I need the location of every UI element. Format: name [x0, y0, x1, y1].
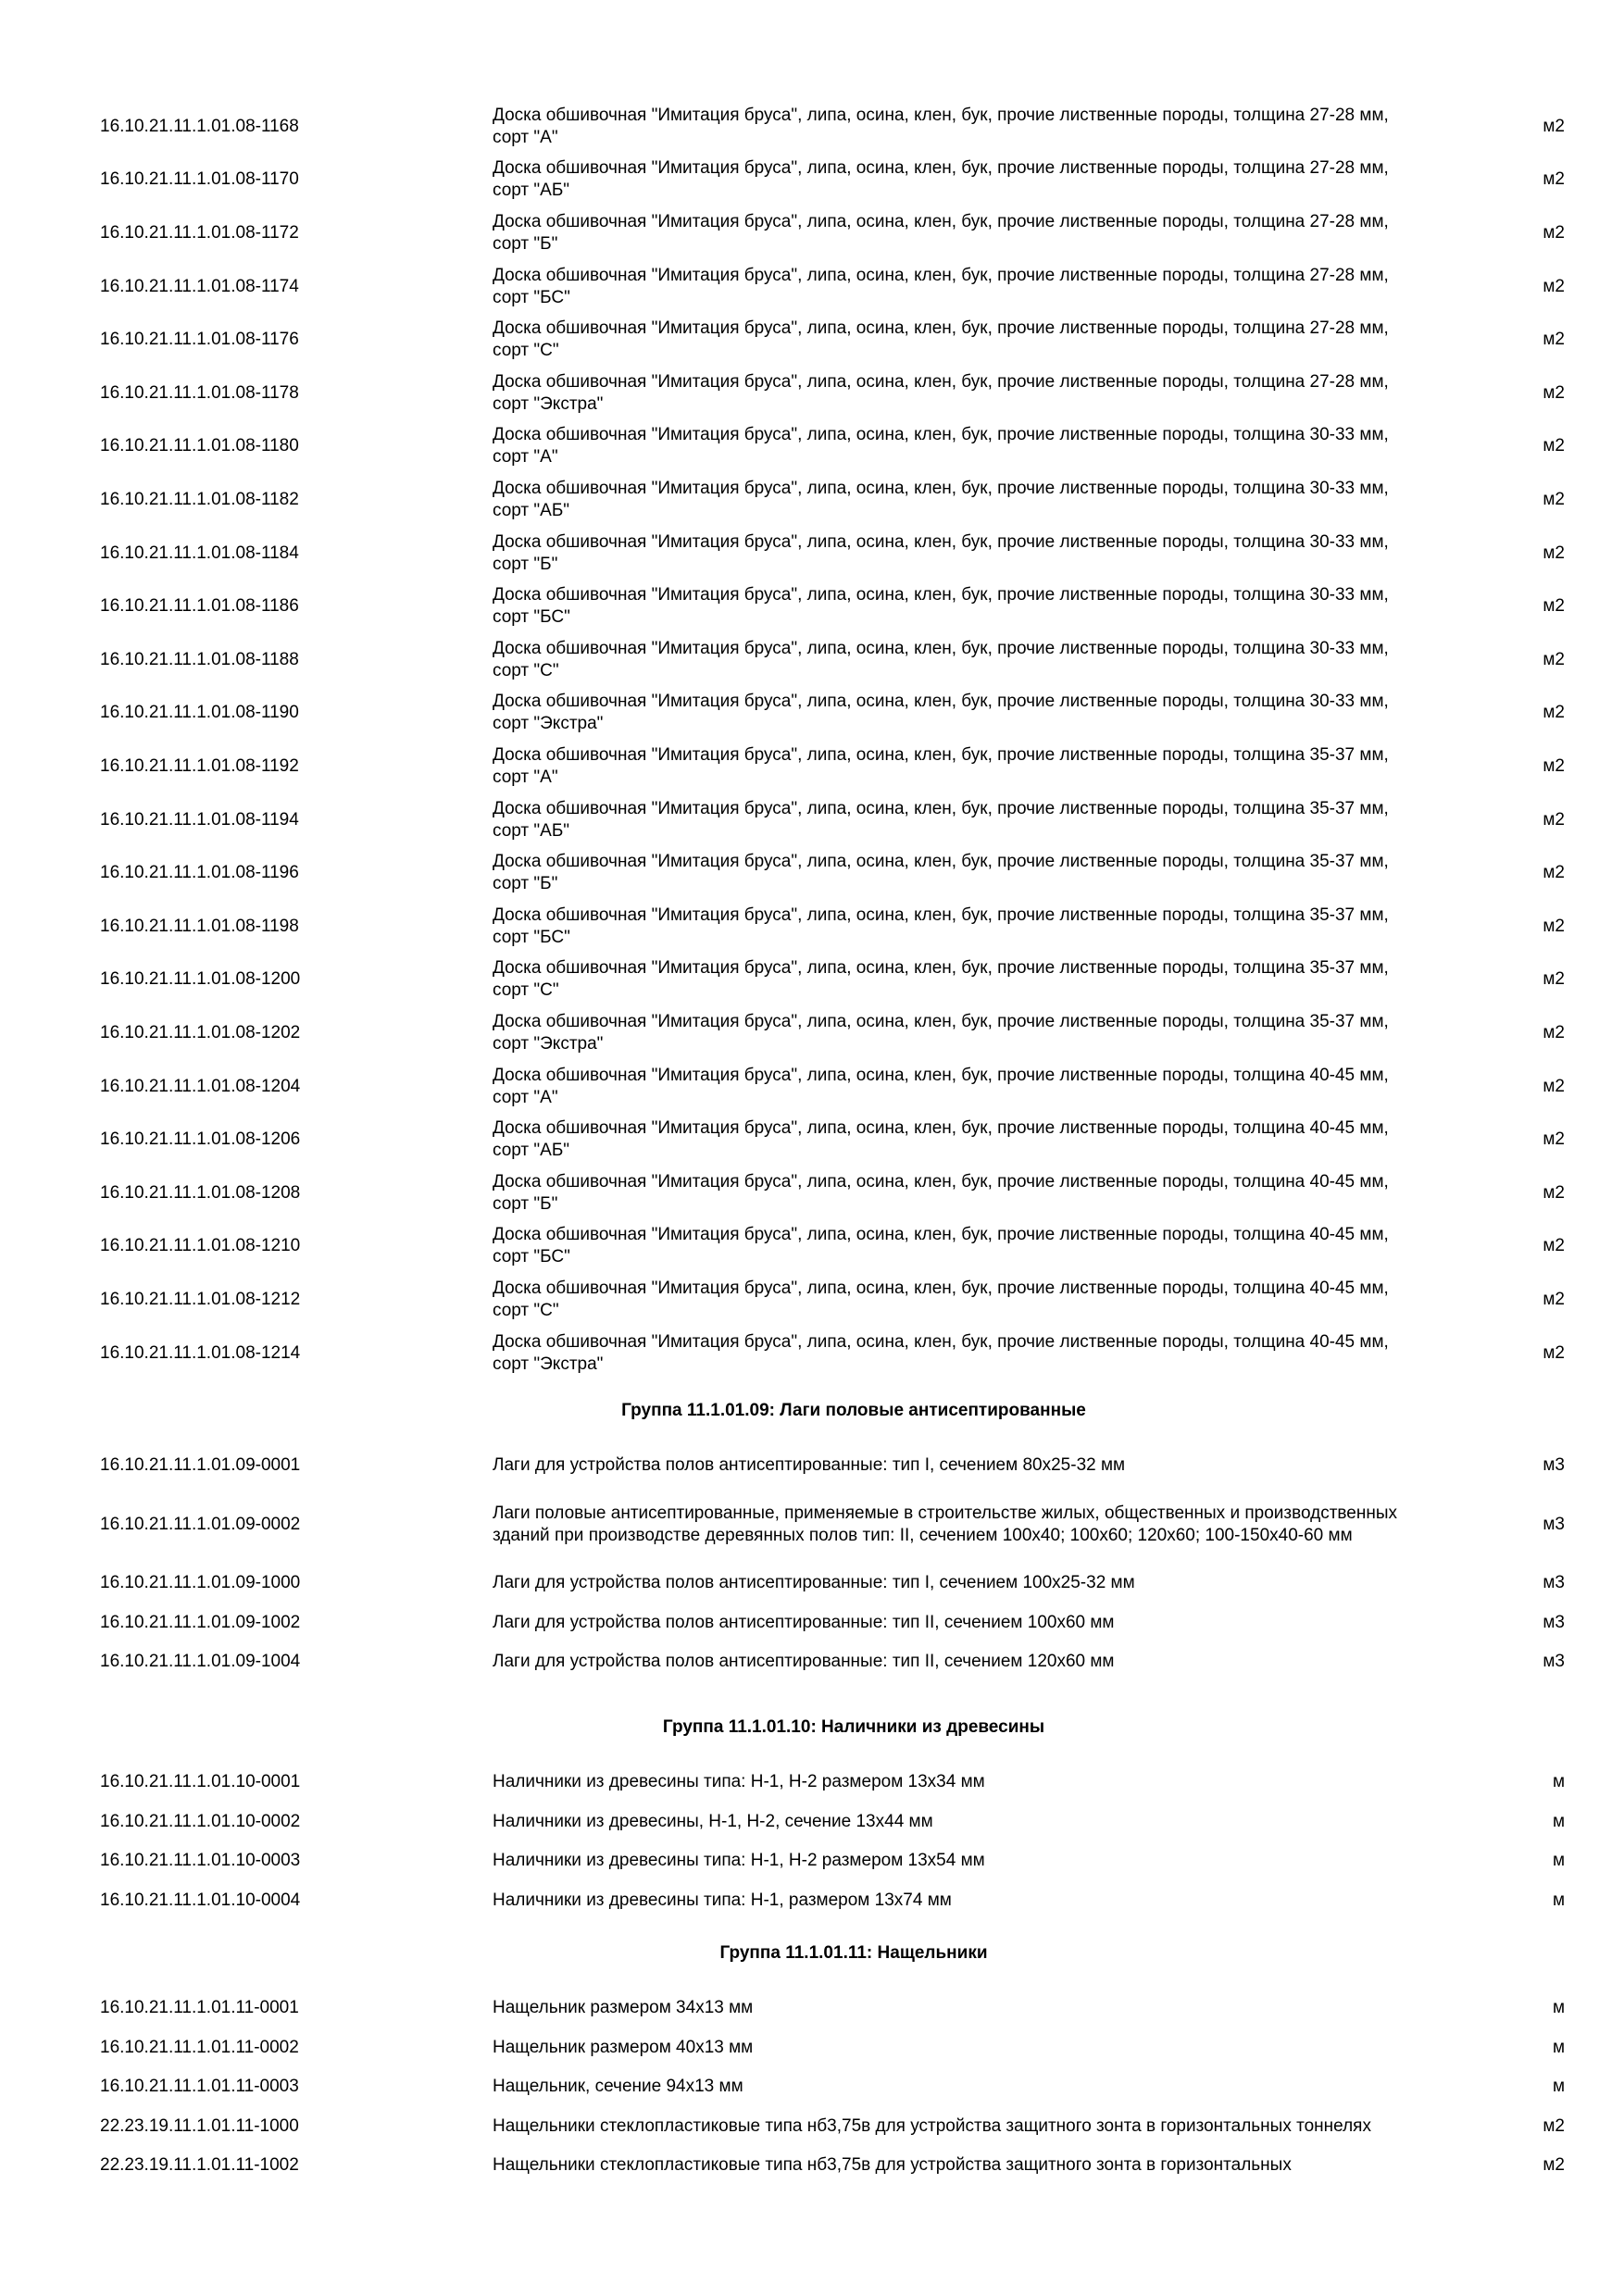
item-unit: м2: [1543, 1129, 1565, 1150]
item-unit: м3: [1543, 1573, 1565, 1593]
group-heading: Группа 11.1.01.09: Лаги половые антисептированные: [621, 1401, 1086, 1420]
item-code: 16.10.21.11.1.01.08-1212: [100, 1289, 301, 1309]
table-row: [0, 900, 1624, 954]
item-code: 16.10.21.11.1.01.08-1190: [100, 703, 299, 723]
item-description: Доска обшивочная "Имитация бруса", липа, осина, клен, бук, прочие лиственные породы, толщина 27-28 мм, сорт "Б": [493, 211, 1389, 254]
item-unit: м2: [1543, 489, 1565, 509]
item-description: Нащельники стеклопластиковые типа нб3,75в для устройства защитного зонта в горизонтальных тоннелях: [493, 2115, 1371, 2136]
item-description: Доска обшивочная "Имитация бруса", липа, осина, клен, бук, прочие лиственные породы, толщина 27-28 мм, сорт "Экстра": [493, 371, 1389, 414]
item-description: Лаги для устройства полов антисептированные: тип I, сечением 100х25-32 мм: [493, 1573, 1135, 1593]
item-code: 16.10.21.11.1.01.08-1188: [100, 649, 299, 669]
table-row: [0, 100, 1624, 154]
table-row: [0, 1841, 1624, 1881]
item-description: Доска обшивочная "Имитация бруса", липа, осина, клен, бук, прочие лиственные породы, толщина 35-37 мм, сорт "Б": [493, 852, 1389, 894]
item-description: Доска обшивочная "Имитация бруса", липа, осина, клен, бук, прочие лиственные породы, толщина 35-37 мм, сорт "БС": [493, 905, 1389, 947]
item-unit: м2: [1543, 596, 1565, 617]
item-description: Доска обшивочная "Имитация бруса", липа, осина, клен, бук, прочие лиственные породы, толщина 35-37 мм, сорт "С": [493, 958, 1389, 1001]
item-code: 22.23.19.11.1.01.11-1002: [100, 2155, 299, 2176]
table-row: [0, 1803, 1624, 1842]
item-unit: м2: [1543, 1236, 1565, 1256]
item-code: 16.10.21.11.1.01.08-1206: [100, 1129, 301, 1150]
table-row: [0, 2146, 1624, 2186]
item-code: 16.10.21.11.1.01.11-0002: [100, 2037, 299, 2057]
item-code: 16.10.21.11.1.01.08-1172: [100, 222, 299, 243]
item-description: Лаги для устройства полов антисептированные: тип II, сечением 120х60 мм: [493, 1652, 1115, 1672]
table-row: [0, 313, 1624, 367]
table-row: [0, 206, 1624, 260]
item-description: Доска обшивочная "Имитация бруса", липа, осина, клен, бук, прочие лиственные породы, толщина 40-45 мм, сорт "АБ": [493, 1118, 1389, 1161]
item-code: 16.10.21.11.1.01.08-1200: [100, 969, 301, 990]
item-code: 16.10.21.11.1.01.08-1192: [100, 755, 299, 776]
item-unit: м: [1552, 2037, 1565, 2057]
item-code: 16.10.21.11.1.01.08-1196: [100, 863, 299, 883]
item-code: 16.10.21.11.1.01.10-0002: [100, 1811, 301, 1831]
item-code: 22.23.19.11.1.01.11-1000: [100, 2115, 299, 2136]
item-description: Наличники из древесины типа: Н-1, размером 13х74 мм: [493, 1890, 952, 1910]
item-unit: м: [1552, 1998, 1565, 2018]
table-row: [0, 1603, 1624, 1643]
item-description: Доска обшивочная "Имитация бруса", липа, осина, клен, бук, прочие лиственные породы, толщина 27-28 мм, сорт "АБ": [493, 158, 1389, 201]
item-unit: м2: [1543, 330, 1565, 350]
item-description: Доска обшивочная "Имитация бруса", липа, осина, клен, бук, прочие лиственные породы, толщина 30-33 мм, сорт "С": [493, 638, 1389, 680]
item-unit: м2: [1543, 1289, 1565, 1309]
item-description: Доска обшивочная "Имитация бруса", липа, осина, клен, бук, прочие лиственные породы, толщина 40-45 мм, сорт "А": [493, 1065, 1389, 1107]
item-unit: м2: [1543, 1182, 1565, 1203]
item-unit: м2: [1543, 276, 1565, 296]
table-row: [0, 527, 1624, 580]
item-code: 16.10.21.11.1.01.11-0003: [100, 2077, 299, 2097]
item-unit: м2: [1543, 809, 1565, 830]
group-heading: Группа 11.1.01.10: Наличники из древесины: [662, 1717, 1045, 1737]
item-description: Доска обшивочная "Имитация бруса", липа, осина, клен, бук, прочие лиственные породы, толщина 40-45 мм, сорт "БС": [493, 1225, 1389, 1267]
item-code: 16.10.21.11.1.01.08-1180: [100, 436, 299, 456]
item-unit: м2: [1543, 2155, 1565, 2176]
item-unit: м2: [1543, 436, 1565, 456]
item-unit: м2: [1543, 649, 1565, 669]
item-unit: м: [1552, 1772, 1565, 1792]
item-unit: м: [1552, 2077, 1565, 2097]
item-unit: м: [1552, 1811, 1565, 1831]
item-unit: м2: [1543, 863, 1565, 883]
item-unit: м2: [1543, 916, 1565, 936]
table-row: [0, 633, 1624, 687]
item-unit: м2: [1543, 382, 1565, 403]
item-description: Наличники из древесины типа: Н-1, Н-2 размером 13х34 мм: [493, 1772, 985, 1792]
item-description: Нащельник, сечение 94х13 мм: [493, 2077, 743, 2097]
table-row: [0, 2067, 1624, 2107]
item-code: 16.10.21.11.1.01.11-0001: [100, 1998, 299, 2018]
table-row: [0, 2028, 1624, 2068]
item-unit: м2: [1543, 703, 1565, 723]
table-row: [0, 1220, 1624, 1274]
item-description: Лаги для устройства полов антисептированные: тип II, сечением 100х60 мм: [493, 1612, 1115, 1632]
item-description: Наличники из древесины, Н-1, Н-2, сечение 13х44 мм: [493, 1811, 933, 1831]
table-row: [0, 793, 1624, 847]
table-row: [0, 1113, 1624, 1167]
item-description: Доска обшивочная "Имитация бруса", липа, осина, клен, бук, прочие лиственные породы, толщина 35-37 мм, сорт "Экстра": [493, 1011, 1389, 1054]
item-unit: м2: [1543, 969, 1565, 990]
item-description: Доска обшивочная "Имитация бруса", липа, осина, клен, бук, прочие лиственные породы, толщина 35-37 мм, сорт "А": [493, 744, 1389, 787]
item-description: Доска обшивочная "Имитация бруса", липа, осина, клен, бук, прочие лиственные породы, толщина 40-45 мм, сорт "Б": [493, 1171, 1389, 1214]
table-row: [0, 1881, 1624, 1921]
table-row: [0, 473, 1624, 527]
item-code: 16.10.21.11.1.01.10-0004: [100, 1890, 301, 1910]
item-unit: м: [1552, 1890, 1565, 1910]
table-row: [0, 740, 1624, 793]
table-row: [0, 846, 1624, 900]
item-code: 16.10.21.11.1.01.09-1004: [100, 1652, 301, 1672]
item-description: Доска обшивочная "Имитация бруса", липа, осина, клен, бук, прочие лиственные породы, толщина 30-33 мм, сорт "А": [493, 425, 1389, 468]
item-unit: м2: [1543, 2115, 1565, 2136]
item-unit: м2: [1543, 116, 1565, 136]
item-description: Нащельники стеклопластиковые типа нб3,75в для устройства защитного зонта в горизонтальных: [493, 2155, 1292, 2176]
item-unit: м2: [1543, 222, 1565, 243]
item-description: Наличники из древесины типа: Н-1, Н-2 размером 13х54 мм: [493, 1851, 985, 1871]
item-description: Доска обшивочная "Имитация бруса", липа, осина, клен, бук, прочие лиственные породы, толщина 27-28 мм, сорт "БС": [493, 265, 1389, 307]
item-code: 16.10.21.11.1.01.08-1208: [100, 1182, 301, 1203]
table-row: [0, 1167, 1624, 1220]
item-description: Доска обшивочная "Имитация бруса", липа, осина, клен, бук, прочие лиственные породы, толщина 30-33 мм, сорт "АБ": [493, 478, 1389, 520]
item-description: Доска обшивочная "Имитация бруса", липа, осина, клен, бук, прочие лиственные породы, толщина 40-45 мм, сорт "Экстра": [493, 1331, 1389, 1374]
table-row: [0, 260, 1624, 314]
table-row: [0, 1273, 1624, 1327]
table-row: [0, 1006, 1624, 1060]
item-unit: м2: [1543, 1342, 1565, 1363]
item-unit: м3: [1543, 1652, 1565, 1672]
item-code: 16.10.21.11.1.01.08-1174: [100, 276, 299, 296]
item-code: 16.10.21.11.1.01.08-1198: [100, 916, 299, 936]
item-description: Доска обшивочная "Имитация бруса", липа, осина, клен, бук, прочие лиственные породы, толщина 30-33 мм, сорт "Экстра": [493, 692, 1389, 734]
item-unit: м: [1552, 1851, 1565, 1871]
item-description: Доска обшивочная "Имитация бруса", липа, осина, клен, бук, прочие лиственные породы, толщина 30-33 мм, сорт "Б": [493, 531, 1389, 574]
item-description: Лаги половые антисептированные, применяемые в строительстве жилых, общественных и производственных зданий при производстве деревянных полов тип: II, сечением 100х40; 100х60; 120х60; 100-150х40-60 мм: [493, 1503, 1397, 1545]
item-unit: м2: [1543, 1022, 1565, 1042]
table-row: [0, 1642, 1624, 1682]
item-code: 16.10.21.11.1.01.08-1184: [100, 543, 299, 563]
table-row: [0, 2107, 1624, 2147]
item-code: 16.10.21.11.1.01.09-1000: [100, 1573, 301, 1593]
table-row: [0, 1763, 1624, 1803]
item-code: 16.10.21.11.1.01.08-1176: [100, 330, 299, 350]
item-code: 16.10.21.11.1.01.08-1202: [100, 1022, 301, 1042]
item-code: 16.10.21.11.1.01.08-1170: [100, 169, 299, 190]
table-row: [0, 1060, 1624, 1114]
item-description: Нащельник размером 34х13 мм: [493, 1998, 754, 2018]
item-description: Доска обшивочная "Имитация бруса", липа, осина, клен, бук, прочие лиственные породы, толщина 30-33 мм, сорт "БС": [493, 585, 1389, 628]
item-unit: м3: [1543, 1612, 1565, 1632]
item-code: 16.10.21.11.1.01.09-0001: [100, 1455, 301, 1476]
item-code: 16.10.21.11.1.01.08-1214: [100, 1342, 301, 1363]
item-code: 16.10.21.11.1.01.09-0002: [100, 1514, 301, 1534]
table-row: [0, 367, 1624, 420]
table-row: [0, 687, 1624, 741]
table-row: [0, 1446, 1624, 1486]
item-description: Лаги для устройства полов антисептированные: тип I, сечением 80х25-32 мм: [493, 1455, 1126, 1476]
item-unit: м3: [1543, 1514, 1565, 1534]
item-code: 16.10.21.11.1.01.08-1182: [100, 489, 299, 509]
item-unit: м2: [1543, 543, 1565, 563]
item-unit: м2: [1543, 755, 1565, 776]
table-row: [0, 1989, 1624, 2028]
table-row: [0, 154, 1624, 207]
item-description: Доска обшивочная "Имитация бруса", липа, осина, клен, бук, прочие лиственные породы, толщина 27-28 мм, сорт "А": [493, 105, 1389, 147]
item-description: Доска обшивочная "Имитация бруса", липа, осина, клен, бук, прочие лиственные породы, толщина 35-37 мм, сорт "АБ": [493, 798, 1389, 841]
item-description: Нащельник размером 40х13 мм: [493, 2037, 754, 2057]
item-description: Доска обшивочная "Имитация бруса", липа, осина, клен, бук, прочие лиственные породы, толщина 27-28 мм, сорт "С": [493, 318, 1389, 361]
table-row: [0, 1486, 1624, 1565]
item-code: 16.10.21.11.1.01.08-1178: [100, 382, 299, 403]
item-code: 16.10.21.11.1.01.10-0001: [100, 1772, 301, 1792]
item-description: Доска обшивочная "Имитация бруса", липа, осина, клен, бук, прочие лиственные породы, толщина 40-45 мм, сорт "С": [493, 1278, 1389, 1320]
table-row: [0, 420, 1624, 474]
item-unit: м3: [1543, 1455, 1565, 1476]
item-code: 16.10.21.11.1.01.08-1210: [100, 1236, 301, 1256]
table-row: [0, 580, 1624, 633]
item-code: 16.10.21.11.1.01.08-1168: [100, 116, 299, 136]
group-heading: Группа 11.1.01.11: Нащельники: [719, 1943, 988, 1963]
item-unit: м2: [1543, 1076, 1565, 1096]
item-code: 16.10.21.11.1.01.09-1002: [100, 1612, 301, 1632]
table-row: [0, 1327, 1624, 1380]
item-code: 16.10.21.11.1.01.08-1186: [100, 596, 299, 617]
table-row: [0, 1564, 1624, 1603]
item-code: 16.10.21.11.1.01.08-1204: [100, 1076, 301, 1096]
item-code: 16.10.21.11.1.01.08-1194: [100, 809, 299, 830]
item-unit: м2: [1543, 169, 1565, 190]
table-row: [0, 954, 1624, 1007]
item-code: 16.10.21.11.1.01.10-0003: [100, 1851, 301, 1871]
